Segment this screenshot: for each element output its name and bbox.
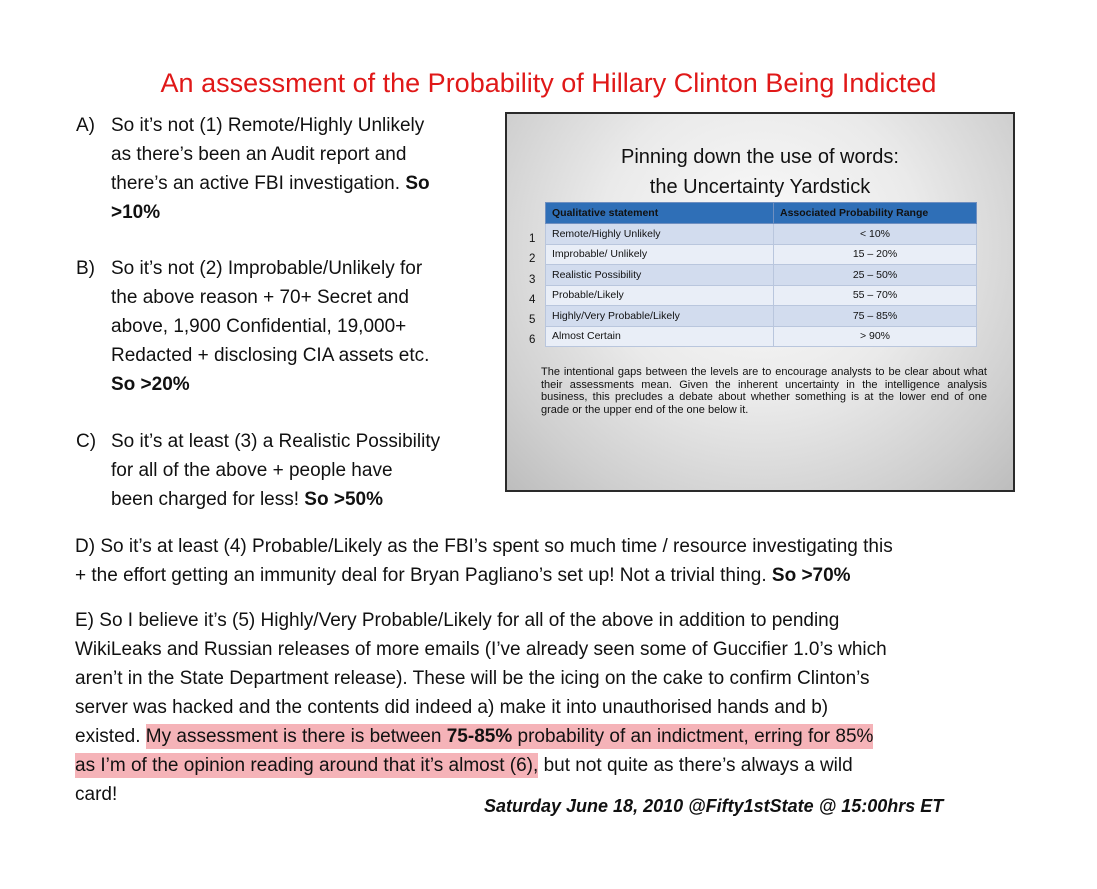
point-e-line: but not quite as there’s always a wild [538,755,853,776]
range-cell: 15 – 20% [774,244,977,265]
point-a-label: A) [76,115,95,136]
column-header: Associated Probability Range [774,203,977,224]
statement-cell: Almost Certain [546,326,774,347]
table-row [546,244,977,265]
yardstick-table [545,202,977,347]
point-c-label: C) [76,431,97,452]
point-c-conclusion: So >50% [304,489,383,510]
point-a [76,111,430,227]
point-b-conclusion: So >20% [111,374,190,395]
point-e-line: server was hacked and the contents did indeed a) make it into unauthorised hands and b) [75,697,829,718]
row-number: 2 [529,253,536,266]
statement-cell: Remote/Highly Unlikely [546,224,774,245]
table-row [546,285,977,306]
assessment-highlight: as I’m of the opinion reading around that it’s almost (6), [75,755,539,776]
point-e-line: card! [75,784,118,805]
point-b-label: B) [76,258,95,279]
table-row [546,224,977,245]
point-d-line: D) So it’s at least (4) Probable/Likely as the FBI’s spent so much time / resource investigating this [75,536,893,557]
point-b-line: Redacted + disclosing CIA assets etc. [111,345,430,366]
point-a-line: there’s an active FBI investigation. [111,173,401,194]
slide-subheading: the Uncertainty Yardstick [649,176,871,198]
point-a-line: So it’s not (1) Remote/Highly Unlikely [111,115,425,136]
point-b-line: So it’s not (2) Improbable/Unlikely for [111,258,423,279]
statement-cell: Improbable/ Unlikely [546,244,774,265]
page-title: An assessment of the Probability of Hillary Clinton Being Indicted [160,68,937,98]
uncertainty-yardstick-slide [505,112,1015,492]
slide-note: The intentional gaps between the levels are to encourage analysts to be clear about what their assessments mean. Given the inherent uncertainty in the intelligence analysis business, this precludes a debate about whether something is at the lower end of one grade or the upper end of the one below it. [541,366,987,416]
point-d [75,532,893,590]
point-e-line: E) So I believe it’s (5) Highly/Very Probable/Likely for all of the above in addition to pending [75,610,840,631]
statement-cell: Probable/Likely [546,285,774,306]
point-c-line: for all of the above + people have [111,460,393,481]
point-b [76,254,429,399]
table-row [546,265,977,286]
range-cell: > 90% [774,326,977,347]
range-cell: < 10% [774,224,977,245]
statement-cell: Realistic Possibility [546,265,774,286]
range-cell: 55 – 70% [774,285,977,306]
table-row [546,326,977,347]
table-row [546,306,977,327]
point-e-line: aren’t in the State Department release). These will be the icing on the cake to confirm Clinton’s [75,668,870,689]
assessment-range: 75-85% [446,726,513,747]
assessment-highlight [146,724,874,749]
point-d-conclusion: So >70% [771,565,851,586]
point-a-conclusion: >10% [111,202,161,223]
assessment-text: probability of an indictment, erring for 85% [517,726,874,747]
row-number: 6 [529,334,536,347]
range-cell: 75 – 85% [774,306,977,327]
point-b-line: the above reason + 70+ Secret and [111,287,409,308]
row-numbers [529,229,535,351]
range-cell: 25 – 50% [774,265,977,286]
row-number: 4 [529,293,536,306]
signature: Saturday June 18, 2010 @Fifty1stState @ 15:00hrs ET [484,796,944,816]
column-header: Qualitative statement [546,203,774,224]
slide-heading: Pinning down the use of words: [621,146,899,168]
point-a-conclusion: So [405,173,430,194]
assessment-text: My assessment is there is between [145,726,442,747]
point-c [76,427,440,514]
row-number: 3 [529,273,536,286]
point-b-line: above, 1,900 Confidential, 19,000+ [111,316,407,337]
row-number: 5 [529,314,536,327]
row-number: 1 [529,233,536,245]
point-e-line: WikiLeaks and Russian releases of more emails (I’ve already seen some of Guccifier 1.0’s which [75,639,887,660]
point-e [75,606,887,809]
point-e-line: existed. [75,726,141,747]
point-d-line: + the effort getting an immunity deal for Bryan Pagliano’s set up! Not a trivial thing. [75,565,767,586]
point-c-line: been charged for less! [111,489,300,510]
point-c-line: So it’s at least (3) a Realistic Possibility [111,431,441,452]
point-a-line: as there’s been an Audit report and [111,144,407,165]
statement-cell: Highly/Very Probable/Likely [546,306,774,327]
